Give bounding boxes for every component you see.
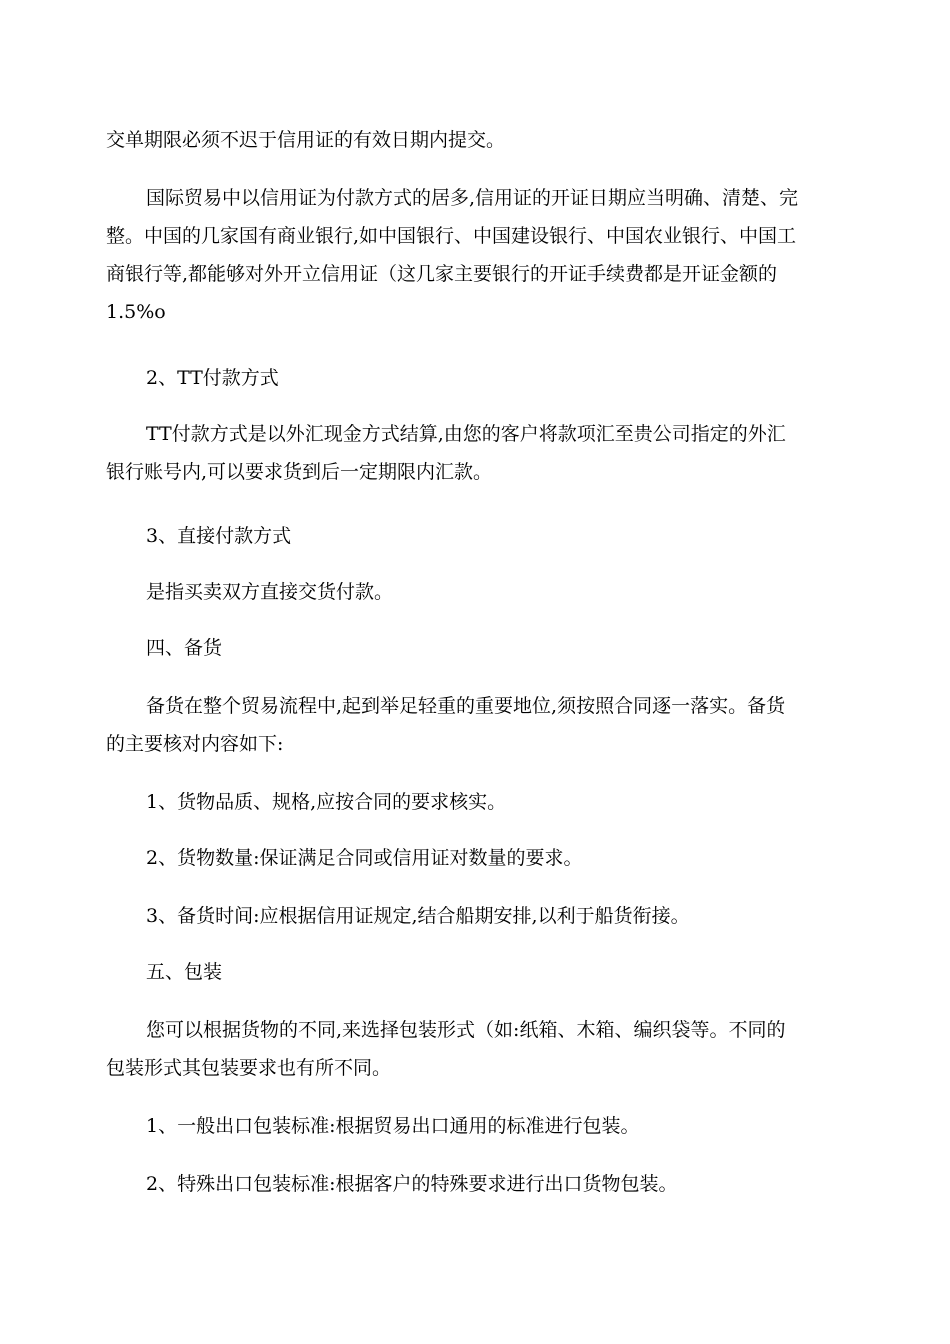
text-line: 商银行等,都能够对外开立信用证（这几家主要银行的开证手续费都是开证金额的 [106,263,778,285]
section-heading: 五、包装 [146,961,223,983]
text-line: 您可以根据货物的不同,来选择包装形式（如:纸箱、木箱、编织袋等。不同的 [146,1019,786,1041]
text-line: 国际贸易中以信用证为付款方式的居多,信用证的开证日期应当明确、清楚、完 [146,187,799,209]
text-line: 1.5%o [106,301,166,323]
section-heading: 3、直接付款方式 [146,525,292,547]
text-line: 交单期限必须不迟于信用证的有效日期内提交。 [106,129,506,151]
list-item: 1、一般出口包装标准:根据贸易出口通用的标准进行包装。 [146,1115,640,1137]
list-item: 1、货物品质、规格,应按合同的要求核实。 [146,791,507,813]
text-line: 是指买卖双方直接交货付款。 [146,581,394,603]
text-line: TT付款方式是以外汇现金方式结算,由您的客户将款项汇至贵公司指定的外汇 [146,423,786,445]
list-item: 2、特殊出口包装标准:根据客户的特殊要求进行出口货物包装。 [146,1173,678,1195]
text-line: 整。中国的几家国有商业银行,如中国银行、中国建设银行、中国农业银行、中国工 [106,225,797,247]
text-line: 银行账号内,可以要求货到后一定期限内汇款。 [106,461,493,483]
section-heading: 2、TT付款方式 [146,367,279,389]
list-item: 3、备货时间:应根据信用证规定,结合船期安排,以利于船货衔接。 [146,905,690,927]
list-item: 2、货物数量:保证满足合同或信用证对数量的要求。 [146,847,583,869]
text-line: 包装形式其包装要求也有所不同。 [106,1057,392,1079]
section-heading: 四、备货 [146,637,223,659]
text-line: 的主要核对内容如下: [106,733,284,755]
text-line: 备货在整个贸易流程中,起到举足轻重的重要地位,须按照合同逐一落实。备货 [146,695,786,717]
